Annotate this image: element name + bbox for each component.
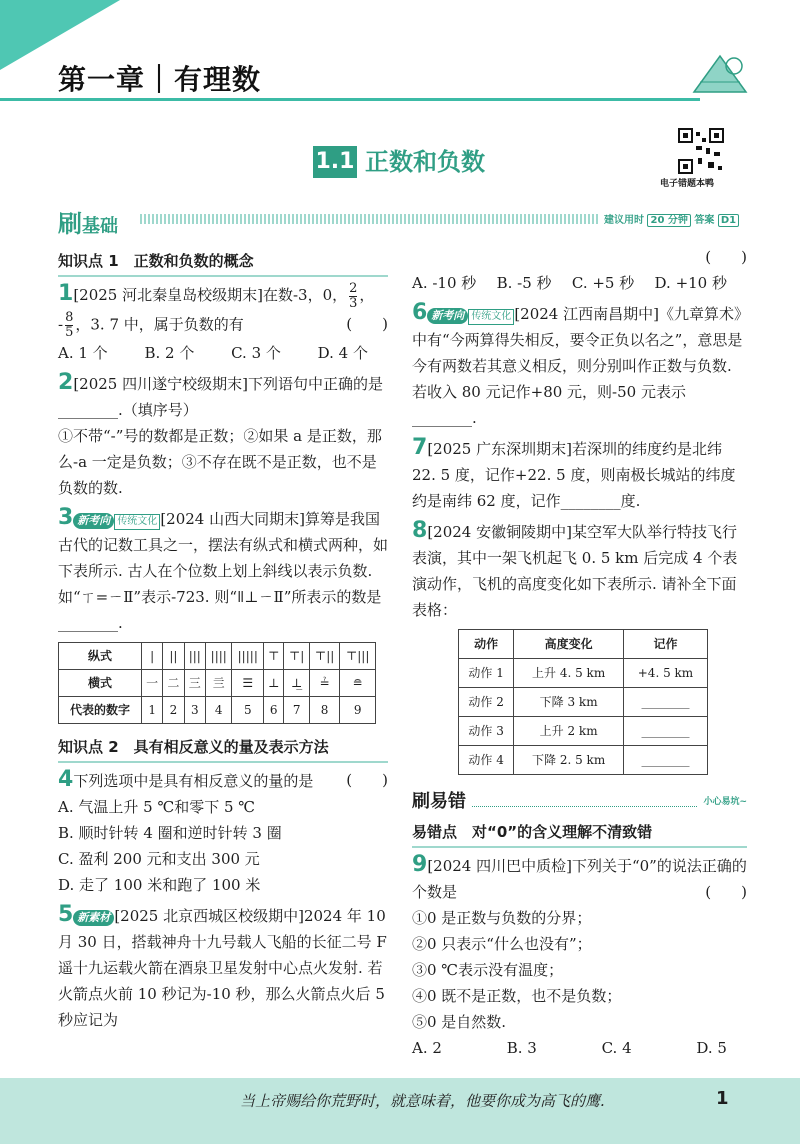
q5-options: A. -10 秒 B. -5 秒 C. +5 秒 D. +10 秒 <box>412 274 727 292</box>
right-column <box>412 244 747 1061</box>
section-number: 1.1 <box>313 146 357 178</box>
time-suggestion: 建议用时 20 分钟 答案 D1 <box>604 211 739 226</box>
compass-ruler-icon <box>690 52 750 96</box>
question-5: 5 新素材 [2025 北京西城区校级期中]2024 年 10 月 30 日，搭载神舟十九号载人飞船的长征二号 F 遥十九运载火箭在酒泉卫星发射中心点火发射. 若火箭点火前 10 秒记为-10 秒，那么火箭点火后 5 秒应记为 <box>58 901 387 1029</box>
left-column <box>58 244 388 1033</box>
question-2: 2[2025 四川遂宁校级期末]下列语句中正确的是________.（填序号） ①不带“-”号的数都是正数；②如果 a 是正数，那么-a 一定是负数；③不存在既不是正数，也不是负数的数. <box>58 369 383 497</box>
dotted-divider <box>140 214 600 224</box>
counting-rod-table: 纵式 | || ||| |||| ||||| ⊤ ⊤| ⊤|| ⊤||| 横式 一 二 三 亖 ☰ ⊥ ⊥̲ ≟ ≘ 代表的数字 1 2 3 4 5 6 7 8 9 <box>58 642 376 724</box>
question-9: 9[2024 四川巴中质检]下列关于“0”的说法正确的个数是 ( ) ①0 是正数与负数的分界； ②0 只表示“什么也没有”； ③0 ℃表示没有温度； ④0 既不是正数，也不是负数； ⑤0 是自然数. A. 2 B. 3 C. 4 D. 5 <box>412 852 747 1057</box>
qr-code-icon[interactable] <box>678 128 724 174</box>
question-8: 8[2024 安徽铜陵期中]某空军大队举行特技飞行表演，其中一架飞机起飞 0. 5 km 后完成 4 个表演动作，飞机的高度变化如下表所示. 请补全下面表格： 动作 高度变化 记作 动作 1 上升 4. 5 km +4. 5 km 动作 2 下降 3 km ________ 动作 3 上升 2 km ________ 动作 4 下降 2. 5 km ________ <box>412 518 747 775</box>
knowledge-point-2: 知识点 2 具有相反意义的量及表示方法 <box>58 734 388 763</box>
page-number: 1 <box>716 1088 729 1109</box>
question-6: 6 新考向 传统文化 [2024 江西南昌期中]《九章算术》中有“今两算得失相反，要令正负以名之”，意思是今有两数若其意义相反，则分别叫作正数与负数. 若收入 80 元记作+80 元，则-50 元表示________. <box>412 300 743 427</box>
section-title: 正数和负数 <box>365 148 485 176</box>
question-7: 7[2025 广东深圳期末]若深圳的纬度约是北纬 22. 5 度，记作+22. 5 度，则南极长城站的纬度约是南纬 62 度，记作________度. <box>412 435 736 510</box>
qr-label: 电子错题本鸭 <box>660 179 715 189</box>
error-point: 易错点 对“0”的含义理解不清致错 <box>412 819 747 848</box>
question-1: 1[2025 河北秦皇岛校级期末]在数-3，0， $\frac{2}{3}$ ， - $\frac{8}{5}$ ，3. 7 中，属于负数的有 ( ) A. 1 个 B. 2 个 C. 3 个 D. 4 个 <box>58 280 388 362</box>
question-3: 3 新考向 传统文化 [2024 山西大同期末]算筹是我国古代的记数工具之一，摆法有纵式和横式两种，如下表所示. 古人在个位数上划上斜线以表示负数. 如“ㄒ=ㄧⅡ”表示-723. 则“ǁ⊥ㄧⅡ”所表示的数是________. 纵式 | || ||| |||| ||||| ⊤ ⊤| ⊤|| ⊤||| 横式 一 二 三 亖 ☰ ⊥ ⊥̲ ≟ ≘ 代表的数字 1 2 3 4 5 6 7 8 9 <box>58 505 388 724</box>
altitude-table: 动作 高度变化 记作 动作 1 上升 4. 5 km +4. 5 km 动作 2 下降 3 km ________ 动作 3 上升 2 km ________ 动作 4 下降 2. 5 km ________ <box>458 629 708 775</box>
error-section-heading: 刷易错 小心易坑~ <box>412 791 747 812</box>
question-4: 4下列选项中是具有相反意义的量的是 ( ) A. 气温上升 5 ℃和零下 5 ℃ B. 顺时针转 4 圈和逆时针转 3 圈 C. 盈利 200 元和支出 300 元 D. 走了 100 米和跑了 100 米 <box>58 766 388 894</box>
footer-band <box>0 1078 800 1144</box>
chapter-underline <box>0 98 700 101</box>
knowledge-point-1: 知识点 1 正数和负数的概念 <box>58 248 388 277</box>
basics-heading: 刷基础 <box>58 210 118 238</box>
footer-quote: 当上帝赐给你荒野时，就意味着，他要你成为高飞的鹰. <box>240 1092 605 1110</box>
q5-continued: ( ) <box>705 248 747 266</box>
chapter-title: 第一章｜有理数 <box>58 63 262 96</box>
